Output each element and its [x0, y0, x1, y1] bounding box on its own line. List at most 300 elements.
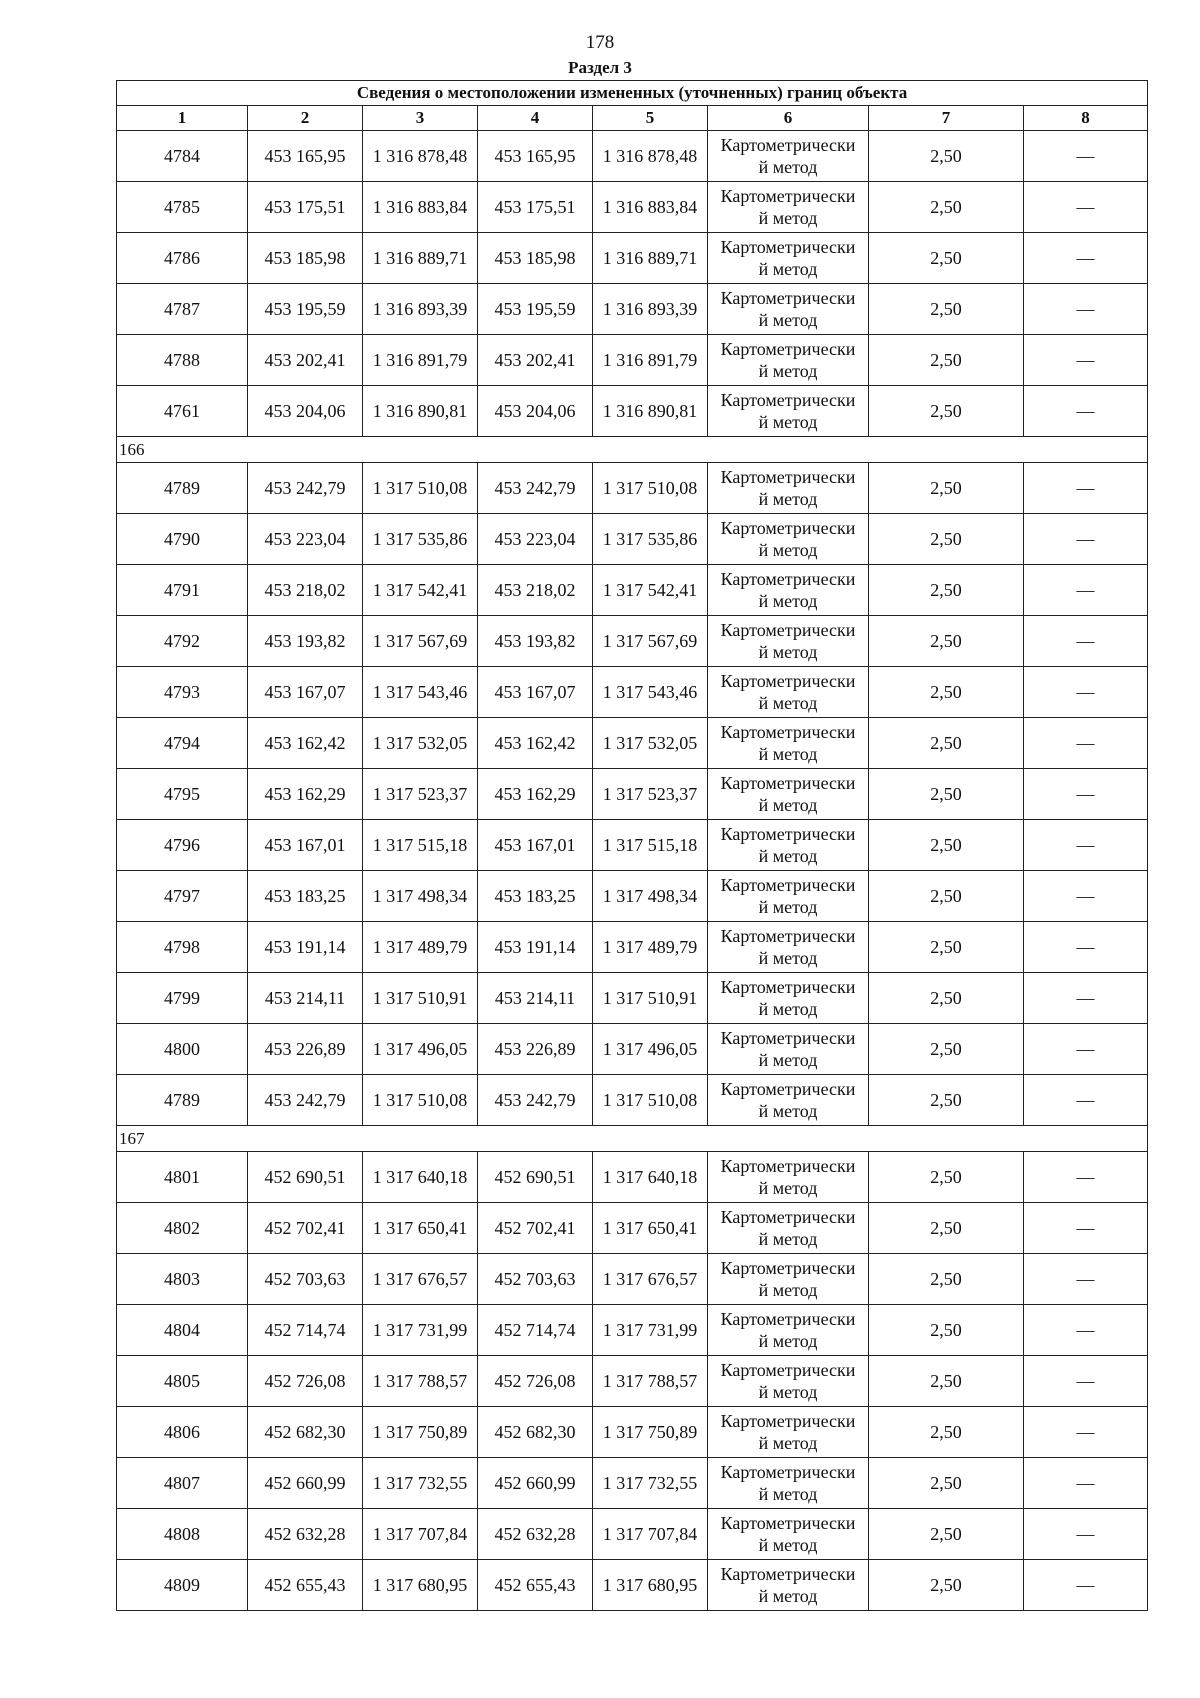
method-line-1: Картометрически — [720, 135, 856, 155]
x-old-cell: 453 204,06 — [248, 386, 363, 437]
method-cell — [708, 335, 869, 386]
y-old-cell: 1 317 731,99 — [363, 1305, 478, 1356]
method-cell — [708, 616, 869, 667]
point-number-cell: 4806 — [117, 1407, 248, 1458]
precision-cell: 2,50 — [869, 718, 1024, 769]
point-number-cell: 4796 — [117, 820, 248, 871]
y-old-cell: 1 317 542,41 — [363, 565, 478, 616]
method-cell — [708, 922, 869, 973]
precision-cell: 2,50 — [869, 131, 1024, 182]
method-cell — [708, 871, 869, 922]
empty-mark-cell: — — [1024, 1458, 1148, 1509]
precision-cell: 2,50 — [869, 182, 1024, 233]
method-line-1: Картометрически — [720, 824, 856, 844]
method-line-2: й метод — [758, 1382, 818, 1402]
y-old-cell: 1 317 498,34 — [363, 871, 478, 922]
x-new-cell: 452 703,63 — [478, 1254, 593, 1305]
method-line-2: й метод — [758, 1178, 818, 1198]
y-old-cell: 1 317 510,08 — [363, 463, 478, 514]
x-new-cell: 453 204,06 — [478, 386, 593, 437]
precision-cell: 2,50 — [869, 667, 1024, 718]
method-line-2: й метод — [758, 361, 818, 381]
method-line-2: й метод — [758, 157, 818, 177]
x-new-cell: 453 223,04 — [478, 514, 593, 565]
empty-mark-cell: — — [1024, 616, 1148, 667]
y-old-cell: 1 317 680,95 — [363, 1560, 478, 1611]
point-number-cell: 4799 — [117, 973, 248, 1024]
x-old-cell: 453 214,11 — [248, 973, 363, 1024]
table-row — [117, 1407, 1148, 1458]
x-old-cell: 453 167,01 — [248, 820, 363, 871]
precision-cell: 2,50 — [869, 1075, 1024, 1126]
empty-mark-cell: — — [1024, 1075, 1148, 1126]
y-new-cell: 1 316 889,71 — [593, 233, 708, 284]
x-old-cell: 453 167,07 — [248, 667, 363, 718]
x-old-cell: 453 195,59 — [248, 284, 363, 335]
table-row — [117, 820, 1148, 871]
point-number-cell: 4801 — [117, 1152, 248, 1203]
x-old-cell: 452 726,08 — [248, 1356, 363, 1407]
x-new-cell: 453 195,59 — [478, 284, 593, 335]
method-line-2: й метод — [758, 1101, 818, 1121]
empty-mark-cell: — — [1024, 1254, 1148, 1305]
y-new-cell: 1 317 489,79 — [593, 922, 708, 973]
method-cell — [708, 667, 869, 718]
column-header-2: 2 — [248, 106, 363, 131]
precision-cell: 2,50 — [869, 820, 1024, 871]
x-new-cell: 452 726,08 — [478, 1356, 593, 1407]
y-old-cell: 1 317 567,69 — [363, 616, 478, 667]
y-old-cell: 1 317 515,18 — [363, 820, 478, 871]
x-new-cell: 453 226,89 — [478, 1024, 593, 1075]
x-old-cell: 453 242,79 — [248, 1075, 363, 1126]
precision-cell: 2,50 — [869, 1458, 1024, 1509]
method-line-2: й метод — [758, 897, 818, 917]
empty-mark-cell: — — [1024, 1305, 1148, 1356]
table-row — [117, 1458, 1148, 1509]
table-row — [117, 1254, 1148, 1305]
empty-mark-cell: — — [1024, 871, 1148, 922]
table-row — [117, 1356, 1148, 1407]
y-old-cell: 1 316 890,81 — [363, 386, 478, 437]
x-new-cell: 452 714,74 — [478, 1305, 593, 1356]
y-old-cell: 1 316 883,84 — [363, 182, 478, 233]
empty-mark-cell: — — [1024, 284, 1148, 335]
x-old-cell: 452 632,28 — [248, 1509, 363, 1560]
method-line-2: й метод — [758, 693, 818, 713]
group-row — [117, 1126, 1148, 1152]
method-line-2: й метод — [758, 412, 818, 432]
table-row — [117, 769, 1148, 820]
method-line-1: Картометрически — [720, 1207, 856, 1227]
point-number-cell: 4791 — [117, 565, 248, 616]
y-old-cell: 1 317 750,89 — [363, 1407, 478, 1458]
table-row — [117, 1152, 1148, 1203]
y-new-cell: 1 317 750,89 — [593, 1407, 708, 1458]
y-old-cell: 1 317 543,46 — [363, 667, 478, 718]
method-line-2: й метод — [758, 999, 818, 1019]
x-old-cell: 453 183,25 — [248, 871, 363, 922]
x-old-cell: 452 714,74 — [248, 1305, 363, 1356]
point-number-cell: 4786 — [117, 233, 248, 284]
method-cell — [708, 1305, 869, 1356]
precision-cell: 2,50 — [869, 871, 1024, 922]
x-old-cell: 452 660,99 — [248, 1458, 363, 1509]
x-old-cell: 453 193,82 — [248, 616, 363, 667]
method-cell — [708, 1024, 869, 1075]
method-line-1: Картометрически — [720, 1028, 856, 1048]
table-row — [117, 922, 1148, 973]
empty-mark-cell: — — [1024, 922, 1148, 973]
coordinates-table — [116, 80, 1148, 1611]
y-new-cell: 1 317 543,46 — [593, 667, 708, 718]
x-new-cell: 452 660,99 — [478, 1458, 593, 1509]
method-line-2: й метод — [758, 1535, 818, 1555]
method-cell — [708, 1203, 869, 1254]
method-line-2: й метод — [758, 1331, 818, 1351]
method-line-1: Картометрически — [720, 339, 856, 359]
precision-cell: 2,50 — [869, 514, 1024, 565]
empty-mark-cell: — — [1024, 769, 1148, 820]
group-row — [117, 437, 1148, 463]
precision-cell: 2,50 — [869, 769, 1024, 820]
method-line-1: Картометрически — [720, 1156, 856, 1176]
point-number-cell: 4761 — [117, 386, 248, 437]
y-old-cell: 1 317 496,05 — [363, 1024, 478, 1075]
empty-mark-cell: — — [1024, 335, 1148, 386]
column-header-3: 3 — [363, 106, 478, 131]
method-cell — [708, 1254, 869, 1305]
method-line-1: Картометрически — [720, 1513, 856, 1533]
method-line-2: й метод — [758, 642, 818, 662]
x-old-cell: 452 682,30 — [248, 1407, 363, 1458]
method-cell — [708, 718, 869, 769]
x-old-cell: 452 703,63 — [248, 1254, 363, 1305]
table-row — [117, 131, 1148, 182]
table-row — [117, 233, 1148, 284]
x-new-cell: 453 242,79 — [478, 463, 593, 514]
y-old-cell: 1 317 510,91 — [363, 973, 478, 1024]
x-old-cell: 453 191,14 — [248, 922, 363, 973]
method-cell — [708, 514, 869, 565]
empty-mark-cell: — — [1024, 1356, 1148, 1407]
point-number-cell: 4788 — [117, 335, 248, 386]
empty-mark-cell: — — [1024, 973, 1148, 1024]
x-new-cell: 453 218,02 — [478, 565, 593, 616]
table-row — [117, 1203, 1148, 1254]
empty-mark-cell: — — [1024, 667, 1148, 718]
method-line-1: Картометрически — [720, 773, 856, 793]
y-new-cell: 1 317 515,18 — [593, 820, 708, 871]
point-number-cell: 4807 — [117, 1458, 248, 1509]
x-new-cell: 453 162,42 — [478, 718, 593, 769]
empty-mark-cell: — — [1024, 514, 1148, 565]
method-cell — [708, 284, 869, 335]
precision-cell: 2,50 — [869, 922, 1024, 973]
method-line-2: й метод — [758, 310, 818, 330]
table-row — [117, 284, 1148, 335]
method-line-1: Картометрически — [720, 1309, 856, 1329]
y-new-cell: 1 317 535,86 — [593, 514, 708, 565]
table-row — [117, 386, 1148, 437]
y-old-cell: 1 316 891,79 — [363, 335, 478, 386]
table-row — [117, 565, 1148, 616]
x-old-cell: 453 202,41 — [248, 335, 363, 386]
empty-mark-cell: — — [1024, 1203, 1148, 1254]
y-new-cell: 1 317 510,91 — [593, 973, 708, 1024]
x-new-cell: 453 183,25 — [478, 871, 593, 922]
x-old-cell: 453 226,89 — [248, 1024, 363, 1075]
method-line-1: Картометрически — [720, 620, 856, 640]
method-line-1: Картометрически — [720, 1258, 856, 1278]
y-old-cell: 1 316 889,71 — [363, 233, 478, 284]
precision-cell: 2,50 — [869, 1254, 1024, 1305]
y-new-cell: 1 317 707,84 — [593, 1509, 708, 1560]
method-line-1: Картометрически — [720, 1462, 856, 1482]
y-new-cell: 1 317 567,69 — [593, 616, 708, 667]
table-caption: Сведения о местоположении измененных (уточненных) границ объекта — [117, 81, 1148, 106]
y-new-cell: 1 317 676,57 — [593, 1254, 708, 1305]
y-new-cell: 1 316 891,79 — [593, 335, 708, 386]
precision-cell: 2,50 — [869, 1560, 1024, 1611]
method-line-2: й метод — [758, 489, 818, 509]
precision-cell: 2,50 — [869, 386, 1024, 437]
point-number-cell: 4802 — [117, 1203, 248, 1254]
table-row — [117, 1509, 1148, 1560]
x-new-cell: 453 175,51 — [478, 182, 593, 233]
method-line-1: Картометрически — [720, 671, 856, 691]
empty-mark-cell: — — [1024, 1407, 1148, 1458]
method-cell — [708, 233, 869, 284]
point-number-cell: 4784 — [117, 131, 248, 182]
method-cell — [708, 463, 869, 514]
y-new-cell: 1 316 883,84 — [593, 182, 708, 233]
precision-cell: 2,50 — [869, 565, 1024, 616]
section-title: Раздел 3 — [568, 58, 632, 77]
y-new-cell: 1 317 542,41 — [593, 565, 708, 616]
method-line-1: Картометрически — [720, 467, 856, 487]
point-number-cell: 4785 — [117, 182, 248, 233]
empty-mark-cell: — — [1024, 386, 1148, 437]
column-header-5: 5 — [593, 106, 708, 131]
y-old-cell: 1 317 676,57 — [363, 1254, 478, 1305]
point-number-cell: 4795 — [117, 769, 248, 820]
y-old-cell: 1 316 893,39 — [363, 284, 478, 335]
x-old-cell: 452 690,51 — [248, 1152, 363, 1203]
table-row — [117, 871, 1148, 922]
precision-cell: 2,50 — [869, 1203, 1024, 1254]
point-number-cell: 4804 — [117, 1305, 248, 1356]
method-line-1: Картометрически — [720, 977, 856, 997]
page-number: 178 — [585, 32, 615, 53]
y-old-cell: 1 317 788,57 — [363, 1356, 478, 1407]
y-new-cell: 1 317 650,41 — [593, 1203, 708, 1254]
method-line-1: Картометрически — [720, 1360, 856, 1380]
method-line-2: й метод — [758, 1050, 818, 1070]
y-old-cell: 1 317 523,37 — [363, 769, 478, 820]
y-old-cell: 1 317 532,05 — [363, 718, 478, 769]
method-line-2: й метод — [758, 540, 818, 560]
method-line-2: й метод — [758, 948, 818, 968]
precision-cell: 2,50 — [869, 463, 1024, 514]
method-cell — [708, 1560, 869, 1611]
point-number-cell: 4800 — [117, 1024, 248, 1075]
method-line-1: Картометрически — [720, 518, 856, 538]
y-new-cell: 1 317 788,57 — [593, 1356, 708, 1407]
column-header-7: 7 — [869, 106, 1024, 131]
precision-cell: 2,50 — [869, 284, 1024, 335]
x-new-cell: 453 167,01 — [478, 820, 593, 871]
point-number-cell: 4803 — [117, 1254, 248, 1305]
method-cell — [708, 1152, 869, 1203]
method-line-1: Картометрически — [720, 1079, 856, 1099]
empty-mark-cell: — — [1024, 1024, 1148, 1075]
table-body — [117, 131, 1148, 1611]
x-new-cell: 453 185,98 — [478, 233, 593, 284]
x-new-cell: 453 202,41 — [478, 335, 593, 386]
x-new-cell: 452 702,41 — [478, 1203, 593, 1254]
empty-mark-cell: — — [1024, 1509, 1148, 1560]
y-old-cell: 1 317 640,18 — [363, 1152, 478, 1203]
x-old-cell: 453 242,79 — [248, 463, 363, 514]
method-line-1: Картометрически — [720, 390, 856, 410]
column-header-6: 6 — [708, 106, 869, 131]
table-caption-row — [117, 81, 1148, 106]
x-old-cell: 453 218,02 — [248, 565, 363, 616]
x-new-cell: 452 682,30 — [478, 1407, 593, 1458]
method-line-2: й метод — [758, 795, 818, 815]
method-line-1: Картометрически — [720, 186, 856, 206]
precision-cell: 2,50 — [869, 335, 1024, 386]
method-cell — [708, 1509, 869, 1560]
x-old-cell: 452 702,41 — [248, 1203, 363, 1254]
y-new-cell: 1 316 890,81 — [593, 386, 708, 437]
empty-mark-cell: — — [1024, 565, 1148, 616]
method-line-1: Картометрически — [720, 288, 856, 308]
table-row — [117, 1305, 1148, 1356]
y-old-cell: 1 316 878,48 — [363, 131, 478, 182]
x-new-cell: 453 167,07 — [478, 667, 593, 718]
method-cell — [708, 131, 869, 182]
point-number-cell: 4798 — [117, 922, 248, 973]
point-number-cell: 4793 — [117, 667, 248, 718]
precision-cell: 2,50 — [869, 1305, 1024, 1356]
y-old-cell: 1 317 732,55 — [363, 1458, 478, 1509]
table-row — [117, 1075, 1148, 1126]
y-old-cell: 1 317 510,08 — [363, 1075, 478, 1126]
method-cell — [708, 820, 869, 871]
y-new-cell: 1 317 510,08 — [593, 463, 708, 514]
table-row — [117, 1560, 1148, 1611]
precision-cell: 2,50 — [869, 973, 1024, 1024]
empty-mark-cell: — — [1024, 1560, 1148, 1611]
method-cell — [708, 182, 869, 233]
precision-cell: 2,50 — [869, 1509, 1024, 1560]
method-line-1: Картометрически — [720, 926, 856, 946]
method-line-2: й метод — [758, 1484, 818, 1504]
method-cell — [708, 1407, 869, 1458]
y-new-cell: 1 317 680,95 — [593, 1560, 708, 1611]
x-new-cell: 452 690,51 — [478, 1152, 593, 1203]
table-row — [117, 1024, 1148, 1075]
x-old-cell: 452 655,43 — [248, 1560, 363, 1611]
y-old-cell: 1 317 535,86 — [363, 514, 478, 565]
method-line-1: Картометрически — [720, 875, 856, 895]
point-number-cell: 4797 — [117, 871, 248, 922]
x-old-cell: 453 162,29 — [248, 769, 363, 820]
method-cell — [708, 769, 869, 820]
y-new-cell: 1 317 523,37 — [593, 769, 708, 820]
method-line-1: Картометрически — [720, 569, 856, 589]
y-new-cell: 1 317 510,08 — [593, 1075, 708, 1126]
point-number-cell: 4809 — [117, 1560, 248, 1611]
group-label: 167 — [117, 1126, 1148, 1152]
precision-cell: 2,50 — [869, 616, 1024, 667]
method-line-2: й метод — [758, 1586, 818, 1606]
method-line-2: й метод — [758, 1229, 818, 1249]
table-header-row — [117, 106, 1148, 131]
empty-mark-cell: — — [1024, 820, 1148, 871]
method-line-2: й метод — [758, 1280, 818, 1300]
x-old-cell: 453 162,42 — [248, 718, 363, 769]
table-row — [117, 973, 1148, 1024]
table-row — [117, 667, 1148, 718]
point-number-cell: 4808 — [117, 1509, 248, 1560]
point-number-cell: 4805 — [117, 1356, 248, 1407]
empty-mark-cell: — — [1024, 1152, 1148, 1203]
method-line-2: й метод — [758, 259, 818, 279]
table-row — [117, 182, 1148, 233]
method-line-1: Картометрически — [720, 722, 856, 742]
column-header-1: 1 — [117, 106, 248, 131]
x-old-cell: 453 165,95 — [248, 131, 363, 182]
method-cell — [708, 565, 869, 616]
method-line-1: Картометрически — [720, 237, 856, 257]
method-cell — [708, 1458, 869, 1509]
method-cell — [708, 1356, 869, 1407]
method-cell — [708, 1075, 869, 1126]
x-new-cell: 453 191,14 — [478, 922, 593, 973]
table-row — [117, 463, 1148, 514]
method-line-1: Картометрически — [720, 1411, 856, 1431]
point-number-cell: 4794 — [117, 718, 248, 769]
table-row — [117, 335, 1148, 386]
y-new-cell: 1 316 878,48 — [593, 131, 708, 182]
x-new-cell: 453 162,29 — [478, 769, 593, 820]
precision-cell: 2,50 — [869, 1152, 1024, 1203]
y-old-cell: 1 317 650,41 — [363, 1203, 478, 1254]
empty-mark-cell: — — [1024, 182, 1148, 233]
empty-mark-cell: — — [1024, 233, 1148, 284]
table-row — [117, 514, 1148, 565]
method-line-2: й метод — [758, 208, 818, 228]
precision-cell: 2,50 — [869, 1024, 1024, 1075]
x-old-cell: 453 185,98 — [248, 233, 363, 284]
x-new-cell: 452 632,28 — [478, 1509, 593, 1560]
precision-cell: 2,50 — [869, 1356, 1024, 1407]
y-new-cell: 1 317 640,18 — [593, 1152, 708, 1203]
point-number-cell: 4789 — [117, 1075, 248, 1126]
method-line-2: й метод — [758, 1433, 818, 1453]
y-old-cell: 1 317 489,79 — [363, 922, 478, 973]
method-cell — [708, 386, 869, 437]
group-label: 166 — [117, 437, 1148, 463]
empty-mark-cell: — — [1024, 463, 1148, 514]
method-cell — [708, 973, 869, 1024]
method-line-2: й метод — [758, 744, 818, 764]
y-new-cell: 1 317 496,05 — [593, 1024, 708, 1075]
y-new-cell: 1 317 732,55 — [593, 1458, 708, 1509]
